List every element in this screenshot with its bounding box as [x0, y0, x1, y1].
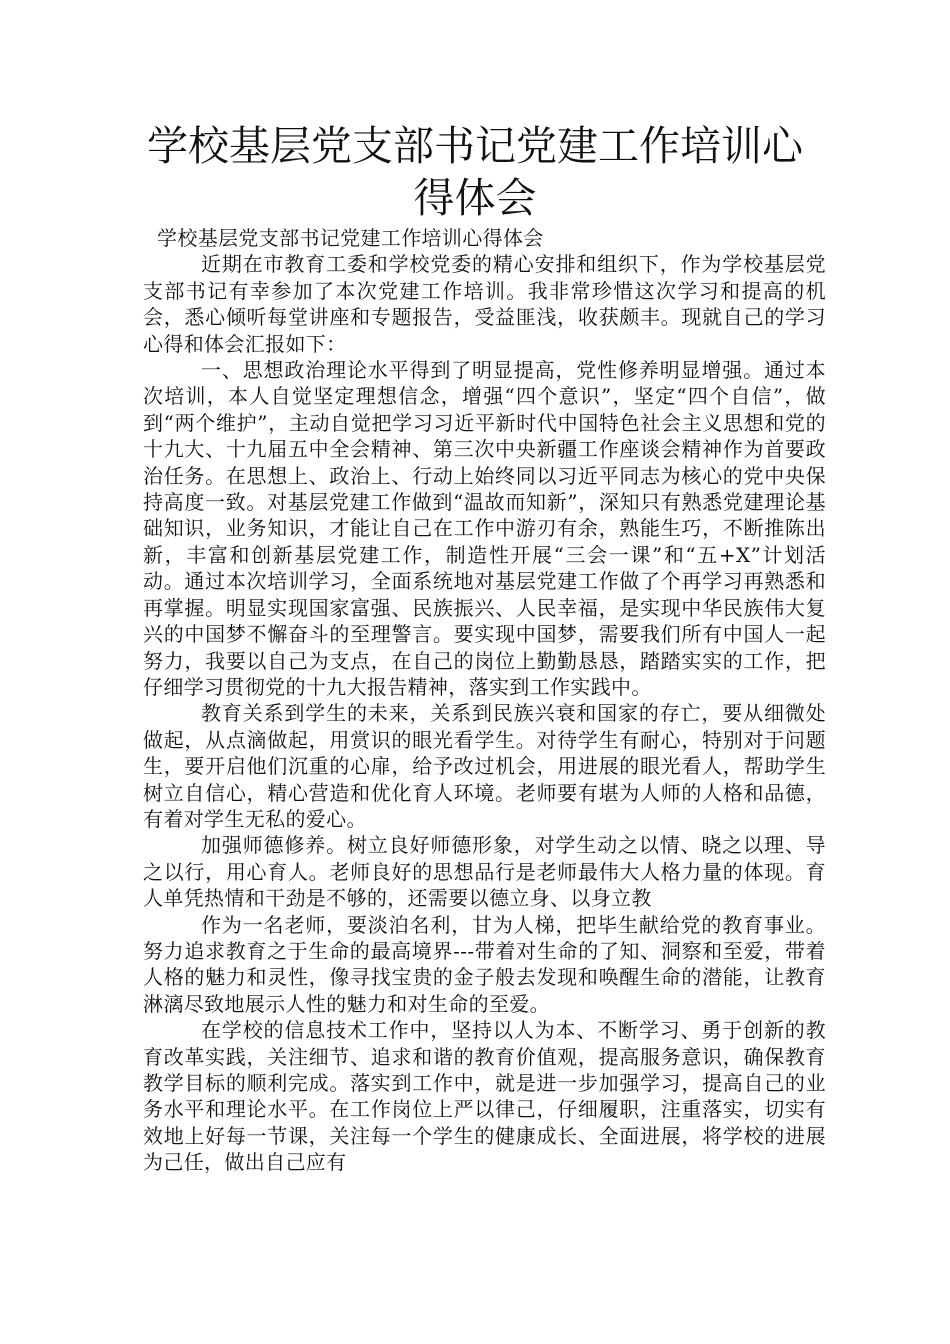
paragraph-teacher-dedication: 作为一名老师，要淡泊名利，甘为人梯，把毕生献给党的教育事业。努力追求教育之于生命的最高境界---带着对生命的了知、洞察和至爱，带着人格的魅力和灵性，像寻找宝贵的金子般去发现和唤醒生命的潜能，让教育淋漓尽致地展示人性的魅力和对生命的至爱。 — [143, 912, 826, 1016]
paragraph-it-work: 在学校的信息技术工作中，坚持以人为本、不断学习、勇于创新的教育改革实践，关注细节、追求和谐的教育价值观，提高服务意识，确保教育教学目标的顺利完成。落实到工作中，就是进一步加强学习，提高自己的业务水平和理论水平。在工作岗位上严以律己，仔细履职，注重落实，切实有效地上好每一节课，关注每一个学生的健康成长、全面进展，将学校的进展为己任，做出自己应有 — [143, 1018, 826, 1175]
document-subtitle: 学校基层党支部书记党建工作培训心得体会 — [157, 226, 544, 250]
document-title: 学校基层党支部书记党建工作培训心得体会 — [147, 122, 803, 222]
paragraph-teacher-ethics: 加强师德修养。树立良好师德形象，对学生动之以情、晓之以理、导之以行，用心育人。老师良好的思想品行是老师最伟大人格力量的体现。育人单凭热情和干劲是不够的，还需要以德立身、以身立教 — [143, 833, 826, 911]
paragraph-education-future: 教育关系到学生的未来，关系到民族兴衰和国家的存亡，要从细微处做起，从点滴做起，用赏识的眼光看学生。对待学生有耐心，特别对于问题生，要开启他们沉重的心扉，给予改过机会，用进展的眼光看人，帮助学生树立自信心，精心营造和优化育人环境。老师要有堪为人师的人格和品德，有着对学生无私的爱心。 — [143, 701, 826, 831]
paragraph-intro: 近期在市教育工委和学校党委的精心安排和组织下，作为学校基层党支部书记有幸参加了本次党建工作培训。我非常珍惜这次学习和提高的机会，悉心倾听每堂讲座和专题报告，受益匪浅，收获颇丰。现就自己的学习心得和体会汇报如下： — [143, 252, 826, 356]
document-body — [143, 225, 826, 1176]
paragraph-political-theory: 一、思想政治理论水平得到了明显提高，党性修养明显增强。通过本次培训，本人自觉坚定理想信念，增强“四个意识”，坚定“四个自信”，做到“两个维护”，主动自觉把学习习近平新时代中国特色社会主义思想和党的十九大、十九届五中全会精神、第三次中央新疆工作座谈会精神作为首要政治任务。在思想上、政治上、行动上始终同以习近平同志为核心的党中央保持高度一致。对基层党建工作做到“温故而知新”，深知只有熟悉党建理论基础知识，业务知识，才能让自己在工作中游刃有余，熟能生巧，不断推陈出新，丰富和创新基层党建工作，制造性开展“三会一课”和“五+X”计划活动。通过本次培训学习，全面系统地对基层党建工作做了个再学习再熟悉和再掌握。明显实现国家富强、民族振兴、人民幸福，是实现中华民族伟大复兴的中国梦不懈奋斗的至理警言。要实现中国梦，需要我们所有中国人一起努力，我要以自己为支点，在自己的岗位上勤勤恳恳，踏踏实实的工作，把仔细学习贯彻党的十九大报告精神，落实到工作实践中。 — [143, 358, 826, 699]
